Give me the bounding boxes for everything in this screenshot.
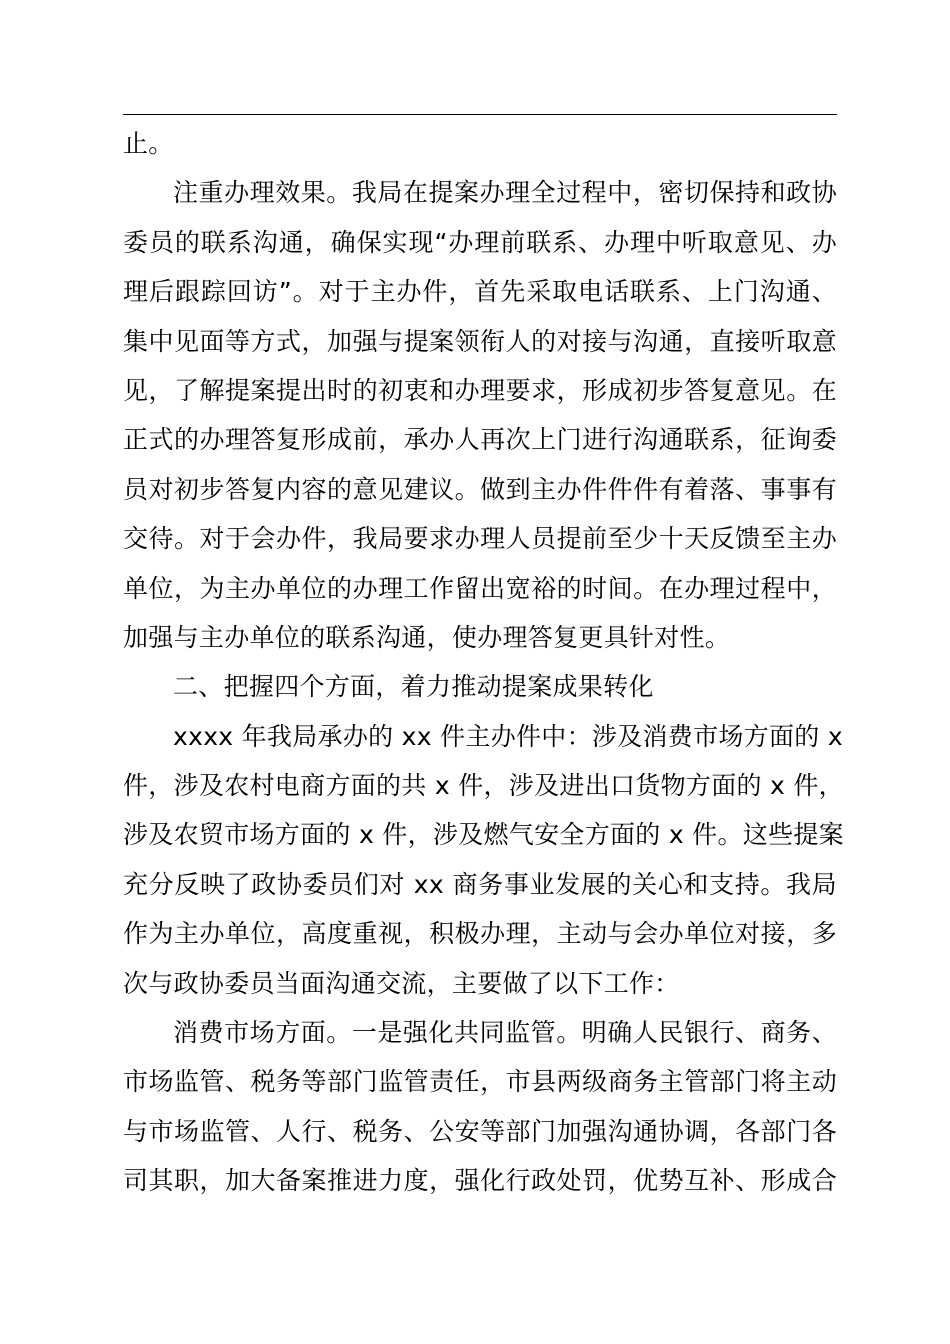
text-line: 涉及农贸市场方面的 x 件，涉及燃气安全方面的 x 件。这些提案 bbox=[123, 820, 844, 850]
text-line: 与市场监管、人行、税务、公安等部门加强沟通协调，各部门各 bbox=[123, 1116, 837, 1146]
text-line: 加强与主办单位的联系沟通，使办理答复更具针对性。 bbox=[123, 622, 731, 652]
text-line: 作为主办单位，高度重视，积极办理，主动与会办单位对接，多 bbox=[123, 919, 837, 949]
text-line: 司其职，加大备案推进力度，强化行政处罚，优势互补、形成合 bbox=[123, 1166, 837, 1196]
text-line: xxxx 年我局承办的 xx 件主办件中：涉及消费市场方面的 x bbox=[173, 721, 843, 751]
text-line: 委员的联系沟通，确保实现“办理前联系、办理中听取意见、办 bbox=[123, 227, 837, 257]
header-rule bbox=[123, 114, 837, 115]
document-body bbox=[123, 119, 844, 1206]
text-line: 充分反映了政协委员们对 xx 商务事业发展的关心和支持。我局 bbox=[123, 869, 837, 899]
section-heading: 二、把握四个方面，着力推动提案成果转化 bbox=[173, 672, 654, 702]
text-line: 消费市场方面。一是强化共同监管。明确人民银行、商务、 bbox=[173, 1018, 837, 1048]
text-line: 市场监管、税务等部门监管责任，市县两级商务主管部门将主动 bbox=[123, 1067, 837, 1097]
text-line: 注重办理效果。我局在提案办理全过程中，密切保持和政协 bbox=[173, 178, 837, 208]
text-line: 见，了解提案提出时的初衷和办理要求，形成初步答复意见。在 bbox=[123, 375, 837, 405]
text-line: 单位，为主办单位的办理工作留出宽裕的时间。在办理过程中， bbox=[123, 573, 837, 603]
text-line: 集中见面等方式，加强与提案领衔人的对接与沟通，直接听取意 bbox=[123, 326, 837, 356]
text-line: 止。 bbox=[123, 129, 174, 158]
text-line: 员对初步答复内容的意见建议。做到主办件件件有着落、事事有 bbox=[123, 474, 837, 504]
text-line: 正式的办理答复形成前，承办人再次上门进行沟通联系，征询委 bbox=[123, 425, 837, 455]
text-line: 次与政协委员当面沟通交流，主要做了以下工作： bbox=[123, 968, 680, 998]
text-line: 件，涉及农村电商方面的共 x 件，涉及进出口货物方面的 x 件， bbox=[123, 771, 844, 801]
text-line: 理后跟踪回访”。对于主办件，首先采取电话联系、上门沟通、 bbox=[123, 277, 837, 307]
text-line: 交待。对于会办件，我局要求办理人员提前至少十天反馈至主办 bbox=[123, 524, 837, 554]
